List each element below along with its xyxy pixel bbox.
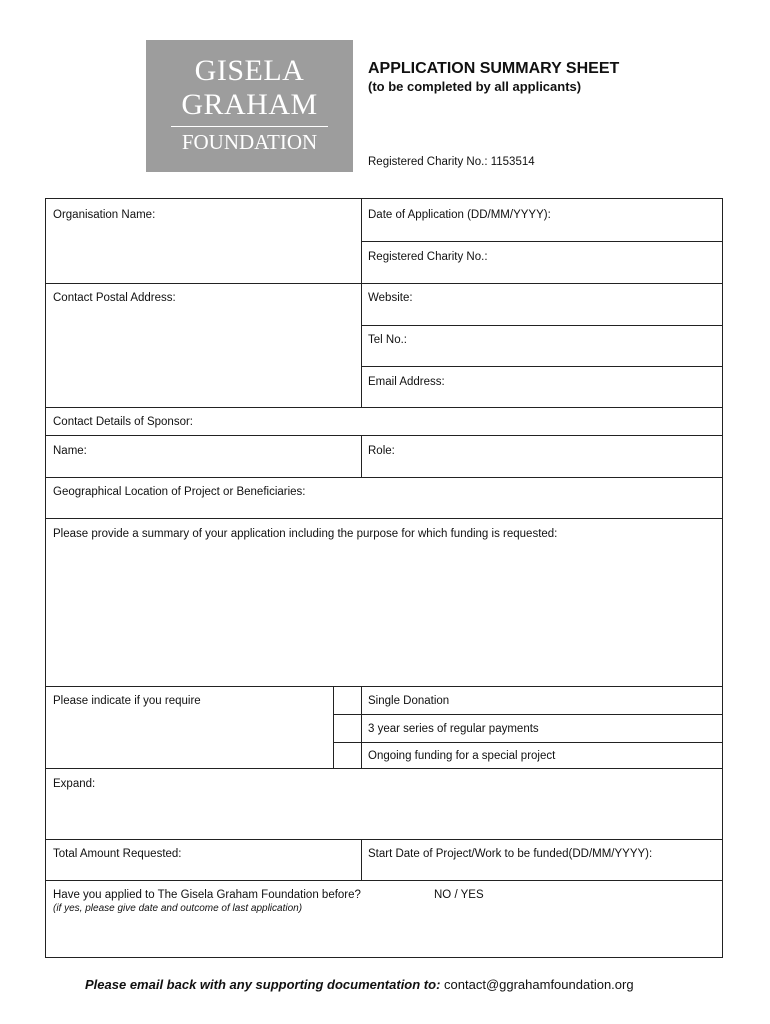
sponsor-name-field[interactable]: Name: <box>53 445 87 457</box>
page-subtitle: (to be completed by all applicants) <box>368 79 582 94</box>
regular-payments-checkbox[interactable] <box>334 715 360 741</box>
row-divider <box>46 435 723 436</box>
application-form <box>45 198 723 958</box>
row-divider <box>46 477 723 478</box>
date-of-application-field[interactable]: Date of Application (DD/MM/YYYY): <box>368 209 551 221</box>
start-date-field[interactable]: Start Date of Project/Work to be funded(DD/MM/YYYY): <box>368 848 653 860</box>
single-donation-checkbox[interactable] <box>334 687 360 713</box>
row-divider <box>333 742 723 743</box>
website-field[interactable]: Website: <box>368 292 413 304</box>
column-divider <box>361 686 362 768</box>
expand-field[interactable]: Expand: <box>53 778 96 790</box>
email-address-field[interactable]: Email Address: <box>368 376 445 388</box>
applied-before-note: (if yes, please give date and outcome of last application) <box>53 903 303 914</box>
option-special-project: Ongoing funding for a special project <box>368 750 556 762</box>
row-divider <box>46 407 723 408</box>
logo-line-3: FOUNDATION <box>181 130 318 154</box>
row-divider <box>46 768 723 769</box>
column-divider <box>361 435 362 477</box>
special-project-checkbox[interactable] <box>334 743 360 769</box>
row-divider <box>46 686 723 687</box>
total-amount-field[interactable]: Total Amount Requested: <box>53 848 182 860</box>
contact-email-link[interactable]: contact@ggrahamfoundation.org <box>444 977 634 992</box>
charity-number: Registered Charity No.: 1153514 <box>368 156 535 168</box>
option-single-donation: Single Donation <box>368 695 450 707</box>
row-divider <box>361 366 723 367</box>
summary-field[interactable]: Please provide a summary of your application including the purpose for which funding is requested: <box>53 528 558 540</box>
contact-postal-address-field[interactable]: Contact Postal Address: <box>53 292 176 304</box>
option-regular-payments: 3 year series of regular payments <box>368 723 539 735</box>
sponsor-details-heading: Contact Details of Sponsor: <box>53 416 193 428</box>
logo-divider <box>171 126 328 127</box>
row-divider <box>46 880 723 881</box>
row-divider <box>46 518 723 519</box>
column-divider <box>361 199 362 408</box>
footer-instruction-text: Please email back with any supporting documentation to: <box>85 977 441 992</box>
sponsor-role-field[interactable]: Role: <box>368 445 395 457</box>
footer-instruction <box>85 977 634 992</box>
organisation-name-field[interactable]: Organisation Name: <box>53 209 156 221</box>
row-divider <box>361 325 723 326</box>
row-divider <box>46 839 723 840</box>
row-divider <box>361 241 723 242</box>
no-yes-choice[interactable]: NO / YES <box>434 889 484 901</box>
registered-charity-no-field[interactable]: Registered Charity No.: <box>368 251 488 263</box>
foundation-logo <box>146 40 353 172</box>
column-divider <box>361 839 362 880</box>
funding-type-label: Please indicate if you require <box>53 695 201 707</box>
page-title: APPLICATION SUMMARY SHEET <box>368 60 620 77</box>
geo-location-field[interactable]: Geographical Location of Project or Beneficiaries: <box>53 486 306 498</box>
row-divider <box>46 283 723 284</box>
logo-line-1: GISELA <box>194 54 305 87</box>
logo-line-2: GRAHAM <box>181 88 318 121</box>
tel-no-field[interactable]: Tel No.: <box>368 334 407 346</box>
applied-before-question: Have you applied to The Gisela Graham Foundation before? <box>53 889 361 901</box>
row-divider <box>333 714 723 715</box>
